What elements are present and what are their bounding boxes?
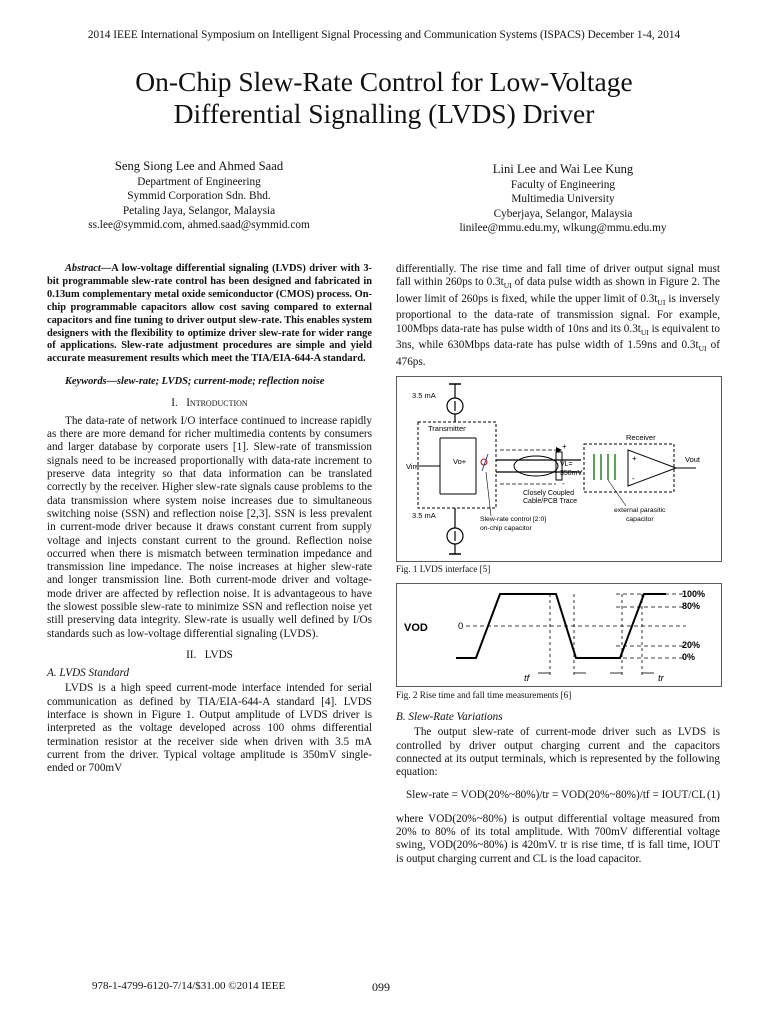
abstract-text: —A low-voltage differential signaling (LVDS) driver with 3-bit programmable slew-rate control has been designed and fabricated in 0.13um complementary metal oxide semiconductor (CMOS) process. On-chip programmable capacitors allow cost saving compared to external capacitors and fine tuning to driver output slew-rate. This enables system designers with the flexibility to optimize driver slew-rate for wider range of applications. Slew-rate adjustment procedures are simple and yield accurate measurement results which meet the TIA/EIA-644-A standard. [47, 263, 372, 365]
svg-text:+: + [562, 442, 567, 451]
vl-value: 350mV [560, 470, 583, 477]
cable-label-2: Cable/PCB Trace [523, 498, 578, 505]
right-column-top [396, 263, 720, 369]
author-org: Multimedia University [511, 193, 615, 206]
p0-label: 0% [682, 652, 696, 662]
equation-number: (1) [706, 789, 720, 802]
footer-isbn: 978-1-4799-6120-7/14/$31.00 ©2014 IEEE [92, 980, 286, 992]
cable-twist [514, 456, 558, 476]
lvds-standard-paragraph: LVDS is a high speed current-mode interface intended for serial communication as defined by TIA/EIA-644-A standard [4]. LVDS interface is shown in Figure 1. Output amplitude of LVDS driver is interpreted as the voltage developed across 100 ohms differential termination resistor at the receiver side when driven with 3.5 mA current from the driver. Typical voltage amplitude is 350mV single-ended or 700mV [47, 682, 372, 775]
slew-rate-paragraph-1: The output slew-rate of current-mode driver such as LVDS is controlled by driver output charging current and the capacitors connected at its output terminals, which is represented by the following equation: [396, 726, 720, 779]
author-location: Cyberjaya, Selangor, Malaysia [493, 207, 633, 220]
vod-axis-label: VOD [404, 622, 428, 634]
keywords: Keywords—slew-rate; LVDS; current-mode; reflection noise [65, 376, 325, 388]
zero-label: 0 [458, 621, 464, 632]
figure-2-rise-fall [396, 583, 722, 687]
left-column [47, 263, 372, 776]
title-line-1: On-Chip Slew-Rate Control for Low-Voltage [135, 66, 633, 97]
figure-2-frame [397, 584, 722, 687]
author-location: Petaling Jaya, Selangor, Malaysia [122, 204, 276, 217]
right-column-bottom [396, 708, 720, 866]
transmitter-label: Transmitter [428, 424, 466, 433]
conference-header: 2014 IEEE International Symposium on Intelligent Signal Processing and Communication Systems (ISPACS) December 1-4, 2014 [87, 29, 681, 41]
vout-label: Vout [685, 455, 701, 464]
current-bottom-label: 3.5 mA [412, 511, 436, 520]
svg-text:+: + [632, 454, 637, 463]
title-line-2: Differential Signalling (LVDS) Driver [173, 98, 595, 129]
ext-cap-label-2: capacitor [626, 516, 654, 523]
rise-fall-paragraph: differentially. The rise time and fall time of driver output signal must fall within 260ps to $0.3t_{UI}$ of data pulse width as shown in Figure 2. The lower limit of 260ps is fixed, while the upper limit of $0.3t_{UI}$ is inversely proportional to the data-rate of transmission signal. For example, 100Mbps data-rate has pulse width of 10ns and its $0.3t_{UI}$ is equivalent to 3ns, while 630Mbps data-rate has pulse width of 1.59ns and $0.3t_{UI}$ of 476ps. [396, 263, 720, 368]
tr-label: tr [658, 673, 664, 684]
vin-label: Vin [406, 462, 417, 471]
author-names: Seng Siong Lee and Ahmed Saad [114, 159, 284, 173]
receiver-box [584, 444, 674, 492]
figure-1-caption: Fig. 1 LVDS interface [5] [396, 564, 491, 574]
abstract [47, 263, 372, 366]
abstract-label: Abstract [65, 263, 101, 274]
tf-label: tf [524, 673, 530, 684]
author-org: Symmid Corporation Sdn. Bhd. [127, 190, 271, 203]
ext-cap-label: external parasitic [614, 507, 666, 514]
svg-text:-: - [562, 479, 565, 488]
section-heading-lvds: II. LVDS [186, 648, 233, 661]
figure-1-lvds-interface [396, 376, 722, 562]
footer-page-number: 099 [372, 980, 390, 994]
paper-title [40, 66, 728, 130]
author-dept: Department of Engineering [137, 176, 261, 188]
slew-control-label: Slew-rate control [2:0] [480, 516, 547, 523]
slew-rate-paragraph-2: where VOD(20%~80%) is output differential voltage measured from 20% to 80% of its total amplitude. With 700mV differential voltage swing, VOD(20%~80%) is 420mV. tr is rise time, tf is fall time, IOUT is output charging current and CL is the load capacitor. [396, 812, 720, 865]
onchip-cap-label: on-chip capacitor [480, 525, 532, 532]
author-email: ss.lee@symmid.com, ahmed.saad@symmid.com [88, 219, 310, 232]
equation-1 [406, 789, 720, 802]
p20-label: 20% [682, 640, 701, 650]
p100-label: 100% [682, 589, 706, 599]
equation-text: Slew-rate = VOD(20%~80%)/tr = VOD(20%~80%)/tf = IOUT/CL [406, 789, 706, 802]
section-heading-introduction: I. Introduction [171, 396, 248, 409]
figure-2-caption: Fig. 2 Rise time and fall time measurements [6] [396, 690, 572, 700]
receiver-label: Receiver [626, 433, 656, 442]
author-block-2 [430, 161, 696, 236]
vl-label: VL= [560, 461, 573, 468]
vo-plus-label: Vo+ [453, 457, 467, 466]
author-block-1 [66, 158, 332, 233]
current-top-label: 3.5 mA [412, 391, 436, 400]
author-email: linilee@mmu.edu.my, wlkung@mmu.edu.my [459, 222, 667, 235]
author-names: Lini Lee and Wai Lee Kung [492, 162, 634, 176]
introduction-paragraph: The data-rate of network I/O interface continued to increase rapidly as there are more demand for richer multimedia contents by consumers and larger database by corporate users [1]. Slew-rate of transmission signals need to be increased proportionally with data-rate increment to preserve data integrity so that data information can be translated correctly by the receiver. Higher slew-rate signals cause problems to the data transmission where system noise increases due to simultaneous switching noise (SSN) and reflection noise [2,3]. SSN is less prevalent in current-mode driver because it draws constant current from supply voltage and injects constant current to the ground. Reflection noise occurred when there is mismatch between termination impedance and transmission line impedance. The noise increases at higher slew-rate and longer transmission line. Both current-mode driver and voltage-mode driver are affected by reflection noise. It is advantageous to have the slowest possible slew-rate to minimize SSN and reflection noise yet still preserving data integrity. Slew-rate is usually well defined by I/Os standards such as low-voltage differential signaling (LVDS). [47, 414, 372, 640]
svg-text:-: - [632, 474, 635, 483]
author-dept: Faculty of Engineering [510, 179, 616, 191]
p80-label: 80% [682, 601, 701, 611]
subsection-heading-slew-rate: B. Slew-Rate Variations [396, 711, 503, 723]
cable-label: Closely Coupled [523, 490, 574, 497]
subsection-heading-lvds-standard: A. LVDS Standard [47, 667, 130, 680]
